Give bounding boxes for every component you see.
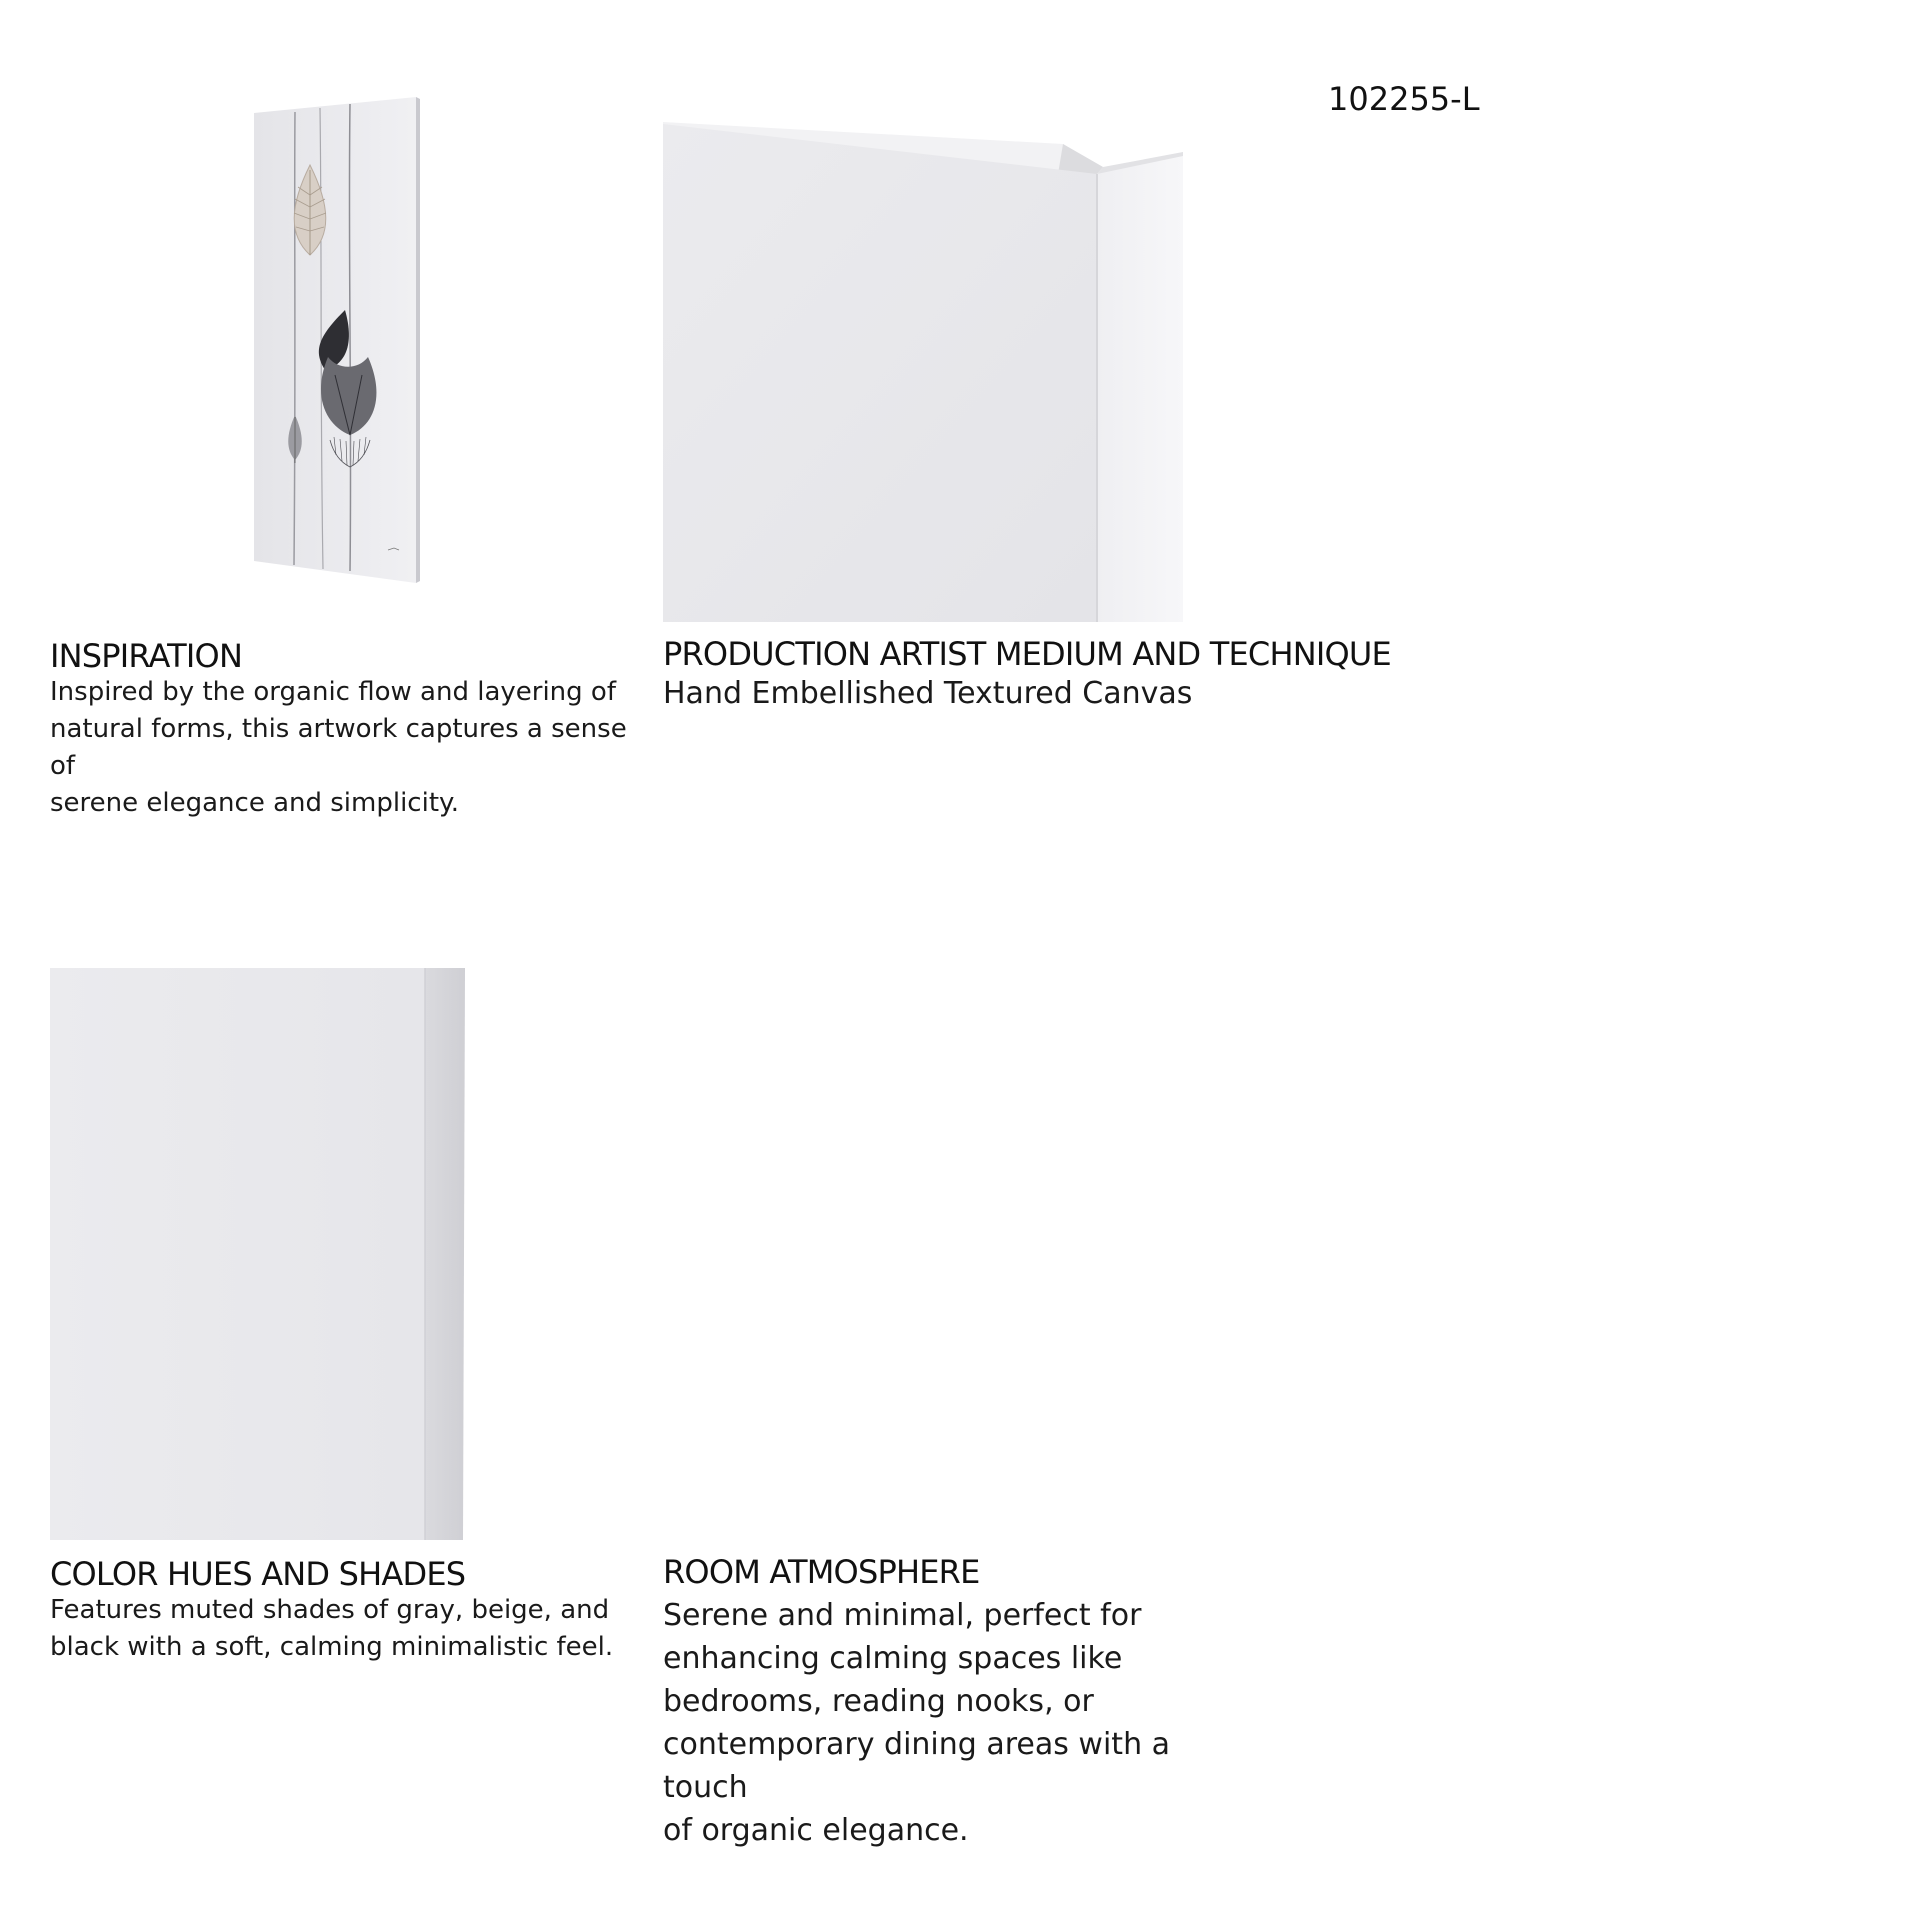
- canvas-corner-illustration: [663, 122, 1183, 622]
- inspiration-text: [50, 674, 640, 822]
- room-line: of organic elegance.: [663, 1813, 969, 1848]
- production-heading: PRODUCTION ARTIST MEDIUM AND TECHNIQUE: [663, 635, 1391, 673]
- room-line: contemporary dining areas with a touch: [663, 1727, 1170, 1805]
- canvas-corner-photo: [663, 122, 1183, 622]
- color-line: black with a soft, calming minimalistic feel.: [50, 1632, 614, 1662]
- canvas-edge-photo: [50, 968, 470, 1540]
- room-heading: ROOM ATMOSPHERE: [663, 1553, 980, 1591]
- room-line: bedrooms, reading nooks, or: [663, 1684, 1094, 1719]
- canvas-edge-illustration: [50, 968, 470, 1540]
- color-text: [50, 1592, 640, 1666]
- room-text: [663, 1594, 1253, 1852]
- inspiration-line: serene elegance and simplicity.: [50, 788, 459, 818]
- production-text: Hand Embellished Textured Canvas: [663, 676, 1193, 711]
- room-line: enhancing calming spaces like: [663, 1641, 1123, 1676]
- room-line: Serene and minimal, perfect for: [663, 1598, 1142, 1633]
- product-code: 102255-L: [1328, 80, 1480, 118]
- inspiration-line: Inspired by the organic flow and layering of: [50, 677, 616, 707]
- artwork-photo: [250, 95, 420, 585]
- inspiration-heading: INSPIRATION: [50, 637, 243, 675]
- color-line: Features muted shades of gray, beige, and: [50, 1595, 610, 1625]
- color-heading: COLOR HUES AND SHADES: [50, 1555, 466, 1593]
- artwork-canvas-illustration: [250, 95, 420, 585]
- inspiration-line: natural forms, this artwork captures a sense of: [50, 714, 627, 781]
